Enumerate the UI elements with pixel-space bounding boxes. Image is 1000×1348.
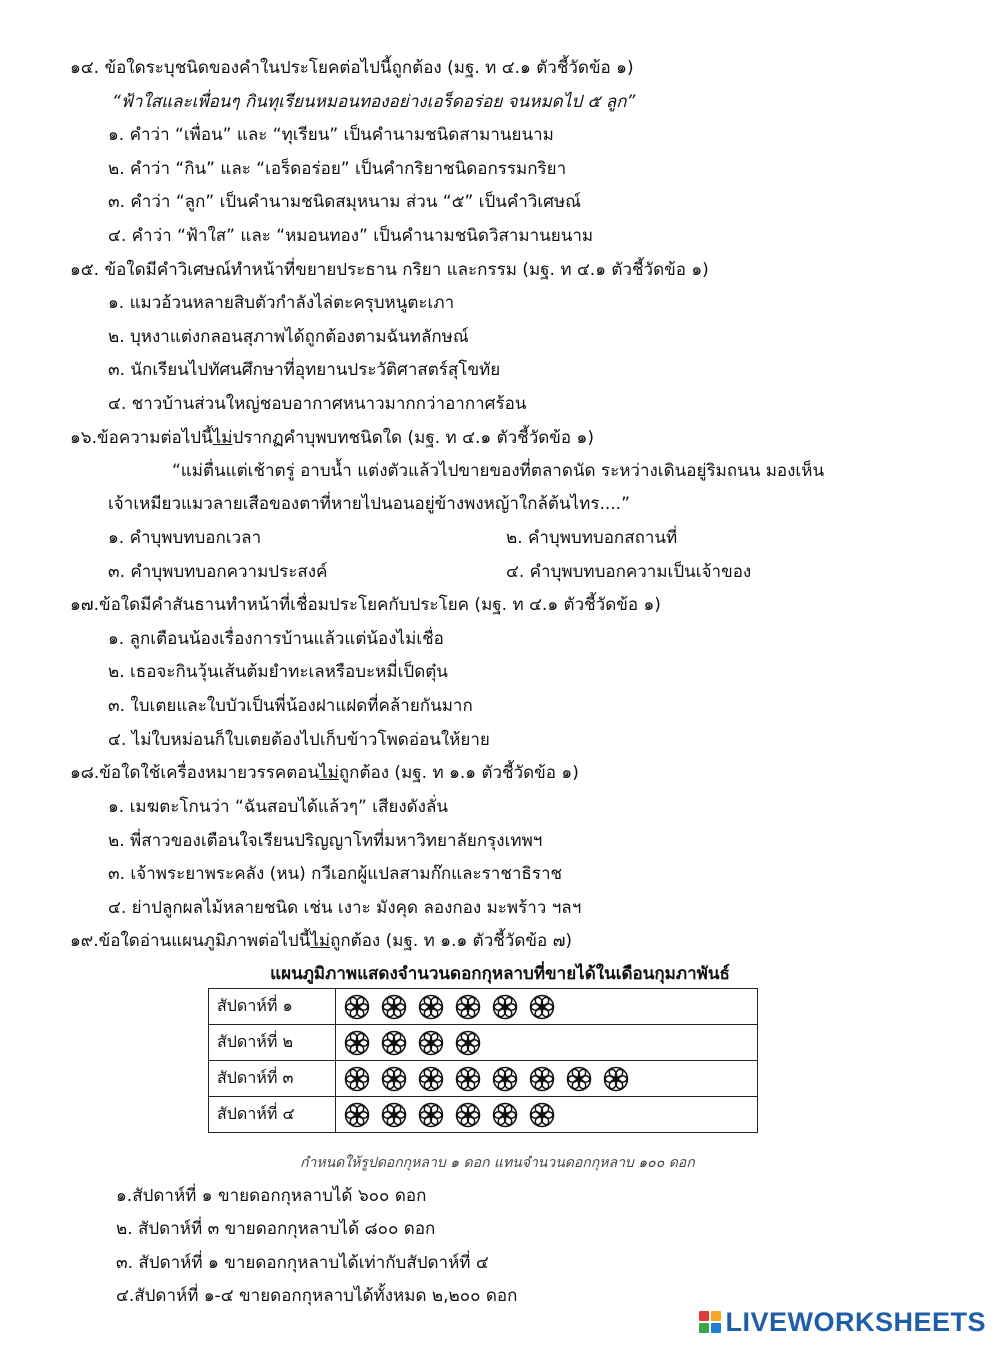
q19-option-1[interactable]: ๑.สัปดาห์ที่ ๑ ขายดอกกุหลาบได้ ๖๐๐ ดอก (116, 1186, 427, 1206)
q16-option-3[interactable]: ๓. คำบุพบทบอกความประสงค์ (108, 562, 328, 582)
q16-option-4[interactable]: ๔. คำบุพบทบอกความเป็นเจ้าของ (506, 562, 752, 582)
pictograph-row (209, 1061, 758, 1097)
q19-option-3[interactable]: ๓. สัปดาห์ที่ ๑ ขายดอกกุหลาบได้เท่ากับสัปดาห์ที่ ๔ (116, 1253, 489, 1273)
week-label: สัปดาห์ที่ ๒ (209, 1025, 336, 1061)
chart-title: แผนภูมิภาพแสดงจำนวนดอกกุหลาบที่ขายได้ในเดือนกุมภาพันธ์ (270, 964, 730, 984)
q19-option-4[interactable]: ๔.สัปดาห์ที่ ๑-๔ ขายดอกกุหลาบได้ทั้งหมด ๒,๒๐๐ ดอก (116, 1286, 518, 1306)
q15-option-3[interactable]: ๓. นักเรียนไปทัศนศึกษาที่อุทยานประวัติศาสตร์สุโขทัย (108, 360, 501, 380)
q18-stem: ๑๘.ข้อใดใช้เครื่องหมายวรรคตอนไม่ถูกต้อง (มฐ. ท ๑.๑ ตัวชี้วัดข้อ ๑) (70, 763, 579, 783)
rose-flower-icon (418, 1102, 444, 1128)
rose-flower-icon (381, 1030, 407, 1056)
rose-flower-icon (529, 1102, 555, 1128)
q17-stem: ๑๗.ข้อใดมีคำสันธานทำหน้าที่เชื่อมประโยคกับประโยค (มฐ. ท ๔.๑ ตัวชี้วัดข้อ ๑) (70, 595, 661, 615)
q14-option-3[interactable]: ๓. คำว่า “ลูก” เป็นคำนามชนิดสมุหนาม ส่วน “๕” เป็นคำวิเศษณ์ (108, 192, 581, 212)
rose-flower-icon (381, 1066, 407, 1092)
q14-quote: “ฟ้าใสและเพื่อนๆ กินทุเรียนหมอนทองอย่างเอร็ดอร่อย จนหมดไป ๕ ลูก” (112, 92, 636, 112)
rose-flower-icon (455, 994, 481, 1020)
week-label: สัปดาห์ที่ ๓ (209, 1061, 336, 1097)
rose-flower-icon (529, 994, 555, 1020)
rose-flower-icon (492, 1102, 518, 1128)
q18-option-3[interactable]: ๓. เจ้าพระยาพระคลัง (หน) กวีเอกผู้แปลสามก๊กและราชาธิราช (108, 864, 563, 884)
q16-option-1[interactable]: ๑. คำบุพบทบอกเวลา (108, 528, 262, 548)
rose-flower-icon (418, 994, 444, 1020)
pictograph-row (209, 1025, 758, 1061)
rose-flower-icon (381, 1102, 407, 1128)
rose-flower-icon (455, 1102, 481, 1128)
q17-option-3[interactable]: ๓. ใบเตยและใบบัวเป็นพี่น้องฝาแฝดที่คล้ายกันมาก (108, 696, 473, 716)
q18-option-1[interactable]: ๑. เมฆตะโกนว่า “ฉันสอบได้แล้วๆ” เสียงดังลั่น (108, 797, 449, 817)
rose-flower-icon (344, 1102, 370, 1128)
rose-flower-icon (344, 994, 370, 1020)
q17-option-4[interactable]: ๔. ไม่ใบหม่อนก็ใบเตยต้องไปเก็บข้าวโพดอ่อนให้ยาย (108, 730, 490, 750)
liveworksheets-brand (699, 1306, 986, 1338)
q17-option-2[interactable]: ๒. เธอจะกินวุ้นเส้นต้มยำทะเลหรือบะหมี่เป็ดตุ๋น (108, 662, 448, 682)
rose-flower-icon (529, 1066, 555, 1092)
rose-flower-icon (344, 1030, 370, 1056)
q15-stem: ๑๕. ข้อใดมีคำวิเศษณ์ทำหน้าที่ขยายประธาน กริยา และกรรม (มฐ. ท ๔.๑ ตัวชี้วัดข้อ ๑) (70, 260, 709, 280)
q18-option-4[interactable]: ๔. ย่าปลูกผลไม้หลายชนิด เช่น เงาะ มังคุด ลองกอง มะพร้าว ฯลฯ (108, 898, 582, 918)
q14-option-1[interactable]: ๑. คำว่า “เพื่อน” และ “ทุเรียน” เป็นคำนามชนิดสามานยนาม (108, 125, 554, 145)
q16-passage-line-2: เจ้าเหมียวแมวลายเสือของตาที่หายไปนอนอยู่ข้างพงหญ้าใกล้ต้นไทร....” (108, 494, 630, 514)
rose-flower-icon (455, 1030, 481, 1056)
rose-flower-icon (381, 994, 407, 1020)
liveworksheets-logo-icon (699, 1311, 721, 1333)
q15-option-4[interactable]: ๔. ชาวบ้านส่วนใหญ่ชอบอากาศหนาวมากกว่าอากาศร้อน (108, 394, 527, 414)
chart-legend: กำหนดให้รูปดอกกุหลาบ ๑ ดอก แทนจำนวนดอกกุหลาบ ๑๐๐ ดอก (300, 1155, 695, 1171)
q18-option-2[interactable]: ๒. พี่สาวของเตือนใจเรียนปริญญาโทที่มหาวิทยาลัยกรุงเทพฯ (108, 831, 543, 851)
rose-flower-icon (492, 1066, 518, 1092)
pictograph-row (209, 1097, 758, 1133)
rose-flower-icon (603, 1066, 629, 1092)
rose-flower-icon (418, 1030, 444, 1056)
q16-stem: ๑๖.ข้อความต่อไปนี้ไม่ปรากฏคำบุพบทชนิดใด (มฐ. ท ๔.๑ ตัวชี้วัดข้อ ๑) (70, 428, 594, 448)
flower-count-cell (336, 1025, 758, 1061)
q14-option-4[interactable]: ๔. คำว่า “ฟ้าใส” และ “หมอนทอง” เป็นคำนามชนิดวิสามานยนาม (108, 226, 594, 246)
q17-option-1[interactable]: ๑. ลูกเตือนน้องเรื่องการบ้านแล้วแต่น้องไม่เชื่อ (108, 629, 444, 649)
week-label: สัปดาห์ที่ ๑ (209, 989, 336, 1025)
q19-stem: ๑๙.ข้อใดอ่านแผนภูมิภาพต่อไปนี้ไม่ถูกต้อง (มฐ. ท ๑.๑ ตัวชี้วัดข้อ ๗) (70, 931, 573, 951)
q16-passage-line-1: “แม่ตื่นแต่เช้าตรู่ อาบน้ำ แต่งตัวแล้วไปขายของที่ตลาดนัด ระหว่างเดินอยู่ริมถนน มองเห็น (172, 461, 825, 481)
rose-flower-icon (492, 994, 518, 1020)
q15-option-1[interactable]: ๑. แมวอ้วนหลายสิบตัวกำลังไล่ตะครุบหนูตะเภา (108, 293, 455, 313)
q14-stem: ๑๔. ข้อใดระบุชนิดของคำในประโยคต่อไปนี้ถูกต้อง (มฐ. ท ๔.๑ ตัวชี้วัดข้อ ๑) (70, 58, 634, 78)
q14-option-2[interactable]: ๒. คำว่า “กิน” และ “เอร็ดอร่อย” เป็นคำกริยาชนิดอกรรมกริยา (108, 159, 567, 179)
q19-option-2[interactable]: ๒. สัปดาห์ที่ ๓ ขายดอกกุหลาบได้ ๘๐๐ ดอก (116, 1219, 436, 1239)
flower-count-cell (336, 1097, 758, 1133)
flower-count-cell (336, 989, 758, 1025)
week-label: สัปดาห์ที่ ๔ (209, 1097, 336, 1133)
rose-flower-icon (566, 1066, 592, 1092)
rose-flower-icon (455, 1066, 481, 1092)
pictograph-table (208, 988, 758, 1133)
flower-count-cell (336, 1061, 758, 1097)
pictograph-row (209, 989, 758, 1025)
q15-option-2[interactable]: ๒. บุหงาแต่งกลอนสุภาพได้ถูกต้องตามฉันทลักษณ์ (108, 327, 469, 347)
q16-option-2[interactable]: ๒. คำบุพบทบอกสถานที่ (506, 528, 678, 548)
rose-flower-icon (418, 1066, 444, 1092)
brand-name: LIVEWORKSHEETS (725, 1306, 986, 1337)
rose-flower-icon (344, 1066, 370, 1092)
